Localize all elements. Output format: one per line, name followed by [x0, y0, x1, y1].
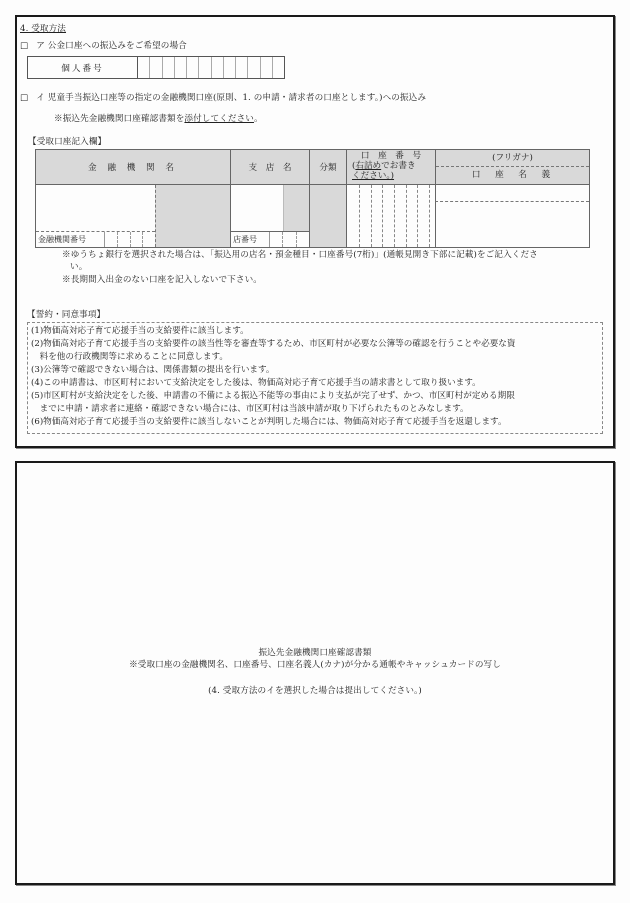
account-digit[interactable]	[394, 185, 406, 247]
option-b-label: イ 児童手当振込口座等の指定の金融機関口座(原則、1. の申請・請求者の口座とします。)への振込み	[36, 93, 427, 103]
branch-code-digit[interactable]	[270, 232, 283, 247]
agreement-item: (6)物価高対応子育て応援手当の支給要件に該当しないことが判明した場合には、物価高対応子育て応援手当を返還します。	[31, 417, 507, 427]
account-digit[interactable]	[417, 185, 430, 247]
header-category: 分類	[309, 150, 346, 184]
yucho-note: ※ゆうちょ銀行を選択された場合は、「振込用の店名・預金種目・口座番号(7桁)」(通帳見開き下部に記載)をご記入くださ	[62, 250, 538, 260]
option-a-label: ア 公金口座への振込みをご希望の場合	[36, 41, 187, 51]
my-number-digit[interactable]	[212, 57, 224, 78]
account-digit[interactable]	[371, 185, 383, 247]
category-input[interactable]	[309, 185, 346, 247]
section-title: 4. 受取方法	[20, 24, 67, 34]
my-number-label: 個人番号	[28, 57, 138, 78]
option-a-row	[20, 41, 187, 52]
attachment-title: 振込先金融機関口座確認書類	[258, 648, 372, 658]
account-form-title: 【受取口座記入欄】	[28, 137, 107, 147]
account-digit[interactable]	[382, 185, 394, 247]
agreement-item: (1)物価高対応子育て応援手当の支給要件に該当します。	[31, 326, 249, 336]
bank-code-label: 金融機関番号	[36, 232, 105, 247]
option-b-checkbox[interactable]: □	[20, 93, 29, 103]
bank-code-digit[interactable]	[131, 232, 144, 247]
bank-code-digit[interactable]	[105, 232, 118, 247]
branch-code-digit[interactable]	[283, 232, 296, 247]
account-holder-input[interactable]	[435, 202, 589, 247]
my-number-digit[interactable]	[187, 57, 199, 78]
bank-code-digit[interactable]	[118, 232, 131, 247]
my-number-digit[interactable]	[175, 57, 187, 78]
my-number-digit[interactable]	[224, 57, 236, 78]
furigana-input[interactable]	[435, 185, 589, 202]
my-number-digit[interactable]	[199, 57, 211, 78]
branch-name-input[interactable]	[230, 185, 283, 231]
header-account-number: 口 座 番 号 (右詰めでお書き ください。)	[346, 150, 435, 184]
agreement-item: (2)物価高対応子育て応援手当の支給要件の該当性等を審査等するため、市区町村が必要な公簿等の確認を行うことや必要な資	[31, 339, 516, 349]
my-number-digit[interactable]	[273, 57, 284, 78]
my-number-digit[interactable]	[163, 57, 175, 78]
agreement-item: (3)公簿等で確認できない場合は、関係書類の提出を行います。	[31, 365, 275, 375]
attachment-instruction: (4. 受取方法のイを選択した場合は提出してください。)	[208, 686, 422, 696]
agreement-item: (4)この申請書は、市区町村において支給決定をした後は、物価高対応子育て応援手当の請求書として取り扱います。	[31, 378, 481, 388]
my-number-field[interactable]	[27, 56, 285, 79]
branch-code-digit[interactable]	[297, 232, 309, 247]
attach-note: ※振込先金融機関口座確認書類を添付してください。	[54, 114, 263, 124]
agreement-box	[27, 322, 603, 434]
account-digit[interactable]	[359, 185, 371, 247]
bank-type-area	[155, 185, 230, 247]
option-a-checkbox[interactable]: □	[20, 41, 29, 51]
agreement-title: 【誓約・同意事項】	[27, 310, 106, 320]
dormant-note: ※長期間入出金のない口座を記入しないで下さい。	[62, 275, 262, 285]
bank-name-input[interactable]	[36, 185, 155, 231]
agreement-item: までに申請・請求者に連絡・確認できない場合には、市区町村は当該申請が取り下げられたものとみなします。	[31, 404, 469, 414]
my-number-digit[interactable]	[138, 57, 150, 78]
account-digit[interactable]	[406, 185, 418, 247]
my-number-digit[interactable]	[150, 57, 162, 78]
yucho-note-cont: い。	[70, 262, 88, 272]
attachment-area[interactable]	[15, 461, 615, 885]
attachment-description: ※受取口座の金融機関名、口座番号、口座名義人(カナ)が分かる通帳やキャッシュカードの写し	[129, 660, 501, 670]
bank-code-row	[36, 231, 155, 247]
branch-code-row	[230, 231, 309, 247]
agreement-item: (5)市区町村が支給決定をした後、申請書の不備による振込不能等の事由により支払が完了せず、かつ、市区町村が定める期限	[31, 391, 515, 401]
header-branch-name: 支 店 名	[230, 150, 309, 184]
my-number-digit[interactable]	[248, 57, 260, 78]
account-number-input[interactable]	[346, 185, 435, 247]
branch-code-label: 店番号	[231, 232, 270, 247]
my-number-digit[interactable]	[261, 57, 273, 78]
option-b-row	[20, 93, 426, 104]
my-number-digit[interactable]	[236, 57, 248, 78]
header-account-holder: (フリガナ) 口 座 名 義	[435, 150, 589, 184]
branch-type-area	[283, 185, 309, 231]
header-bank-name: 金 融 機 関 名	[36, 150, 230, 184]
agreement-item: 料を他の行政機関等に求めることに同意します。	[31, 352, 228, 362]
bank-code-digit[interactable]	[143, 232, 155, 247]
